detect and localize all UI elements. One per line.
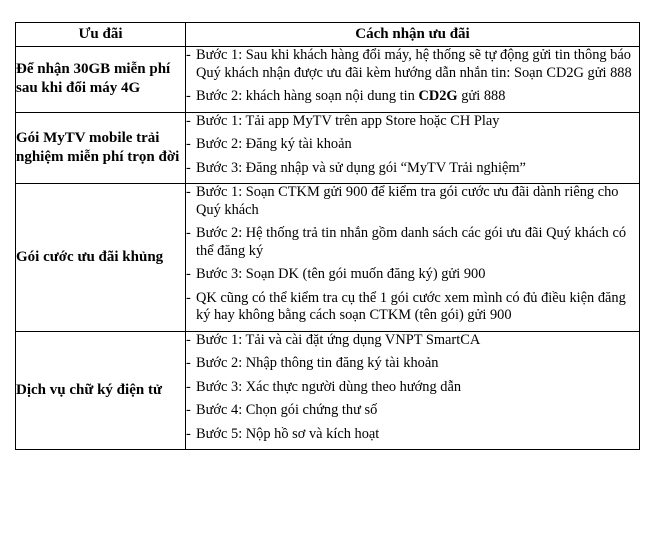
offer-name: Để nhận 30GB miễn phí sau khi đổi máy 4G bbox=[16, 47, 186, 113]
step-item: - Bước 2: Hệ thống trả tin nhắn gồm danh sách các gói ưu đãi Quý khách có thể đăng ký bbox=[186, 225, 639, 260]
offer-name: Gói cước ưu đãi khủng bbox=[16, 184, 186, 332]
step-item: - Bước 1: Sau khi khách hàng đổi máy, hệ thống sẽ tự động gửi tin thông báo Quý khách nhận được ưu đãi kèm hướng dẫn nhắn tin: Soạn CD2G gửi 888 bbox=[186, 47, 639, 82]
step-item: - Bước 3: Soạn DK (tên gói muốn đăng ký) gửi 900 bbox=[186, 266, 639, 284]
step-item: - Bước 1: Tải app MyTV trên app Store hoặc CH Play bbox=[186, 113, 639, 131]
offer-steps bbox=[186, 331, 640, 450]
table-row bbox=[16, 331, 640, 450]
offers-table bbox=[15, 22, 640, 450]
step-item: - Bước 3: Đăng nhập và sử dụng gói “MyTV Trải nghiệm” bbox=[186, 160, 639, 178]
offer-name: Dịch vụ chữ ký điện tử bbox=[16, 331, 186, 450]
step-text: Bước 2: khách hàng soạn nội dung tin bbox=[196, 88, 419, 104]
offer-name: Gói MyTV mobile trải nghiệm miễn phí trọn đời bbox=[16, 112, 186, 184]
step-item: - Bước 3: Xác thực người dùng theo hướng dẫn bbox=[186, 379, 639, 397]
step-item: - Bước 5: Nộp hồ sơ và kích hoạt bbox=[186, 426, 639, 444]
header-how-to-receive: Cách nhận ưu đãi bbox=[186, 23, 640, 47]
step-item: - Bước 4: Chọn gói chứng thư số bbox=[186, 402, 639, 420]
step-code: CD2G bbox=[418, 88, 458, 104]
table-row bbox=[16, 112, 640, 184]
step-item: - Bước 2: Nhập thông tin đăng ký tài khoản bbox=[186, 355, 639, 373]
offer-steps bbox=[186, 112, 640, 184]
offer-steps bbox=[186, 184, 640, 332]
offer-steps bbox=[186, 47, 640, 113]
header-row bbox=[16, 23, 640, 47]
step-item: - QK cũng có thể kiểm tra cụ thể 1 gói cước xem mình có đủ điều kiện đăng ký hay không bằng cách soạn CTKM (tên gói) gửi 900 bbox=[186, 290, 639, 325]
table-row bbox=[16, 184, 640, 332]
header-offer: Ưu đãi bbox=[16, 23, 186, 47]
step-item bbox=[186, 88, 639, 106]
step-text: gửi 888 bbox=[457, 88, 506, 104]
step-item: - Bước 1: Soạn CTKM gửi 900 để kiểm tra gói cước ưu đãi dành riêng cho Quý khách bbox=[186, 184, 639, 219]
step-item: - Bước 2: Đăng ký tài khoản bbox=[186, 136, 639, 154]
table-row bbox=[16, 47, 640, 113]
step-item: - Bước 1: Tải và cài đặt ứng dụng VNPT SmartCA bbox=[186, 332, 639, 350]
